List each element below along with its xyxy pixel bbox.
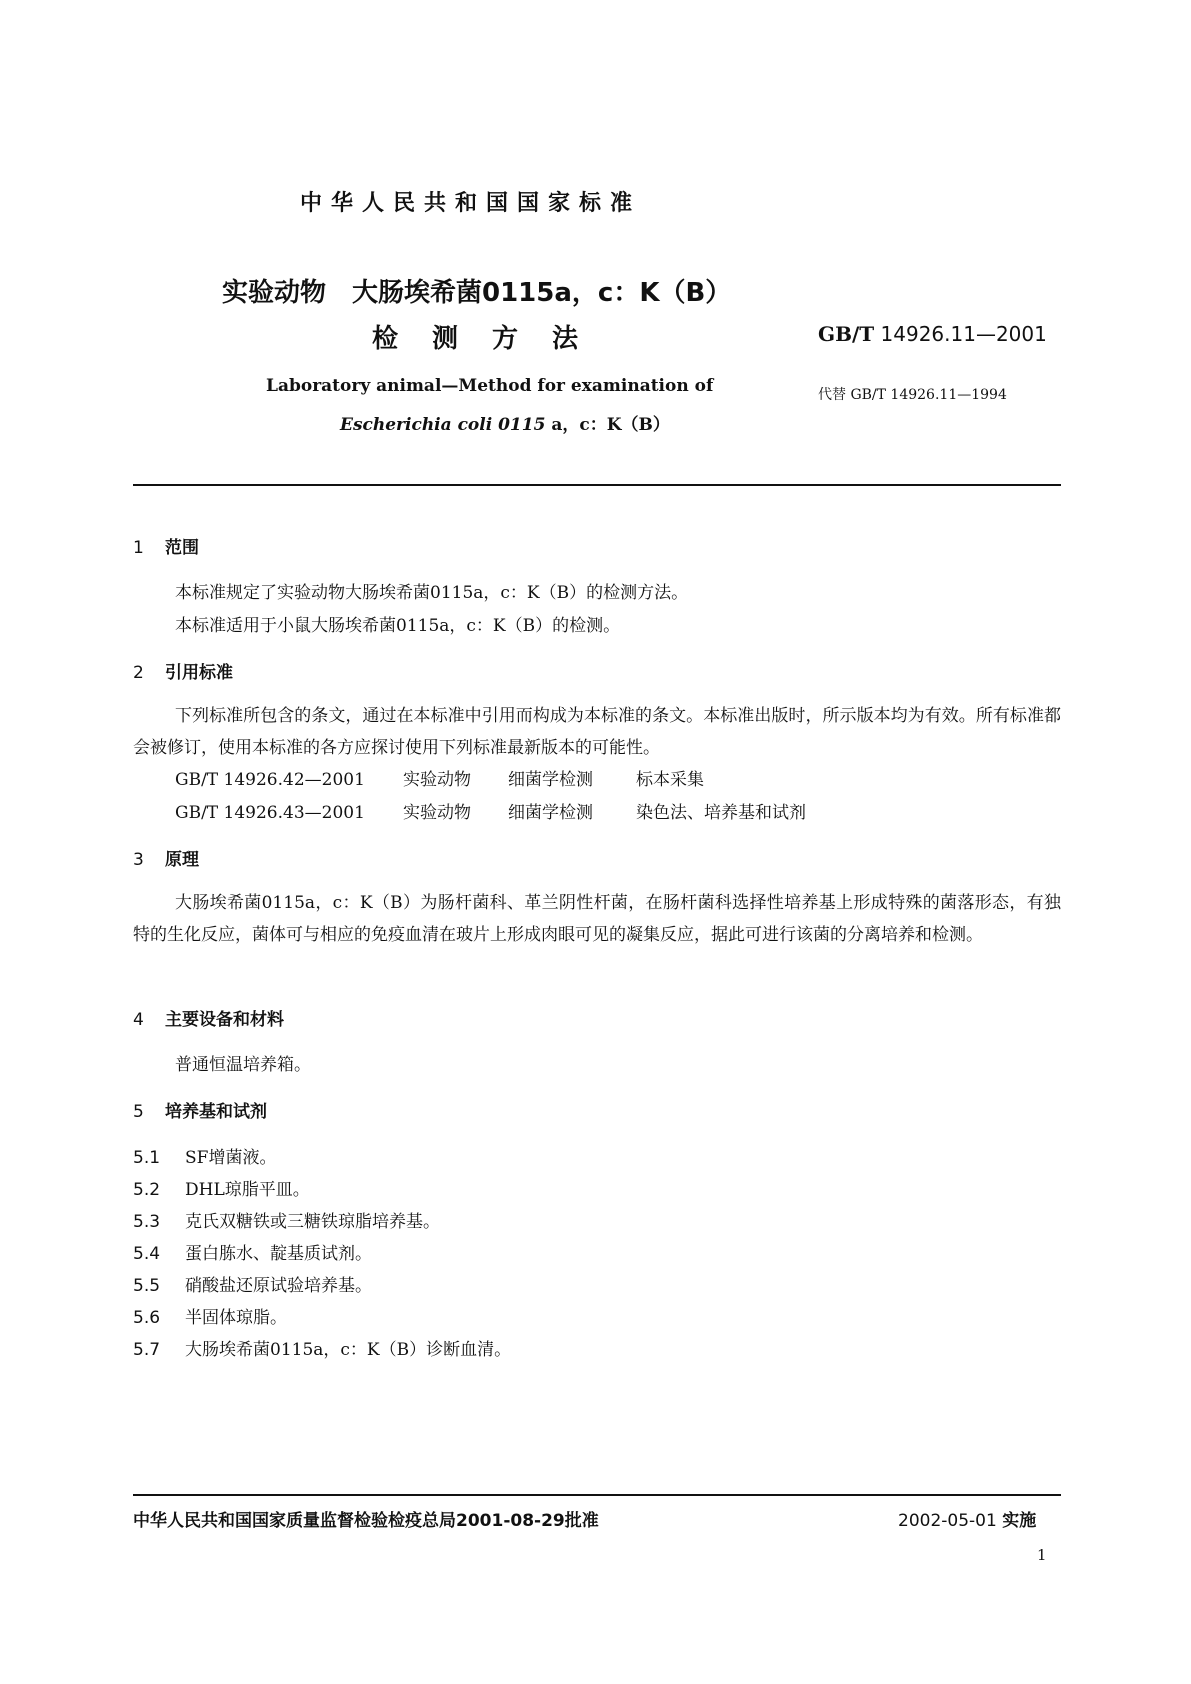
standard-code: 14926.11—2001 <box>880 322 1047 346</box>
reference-part-2: 细菌学检测 <box>508 803 593 823</box>
reference-part-1: 实验动物 <box>403 803 471 823</box>
section-title: 原理 <box>165 850 199 870</box>
section-1-heading <box>133 533 199 558</box>
reference-code: GB/T 14926.43—2001 <box>175 803 365 823</box>
section-1-para-2: 本标准适用于小鼠大肠埃希菌0115a，c：K（B）的检测。 <box>175 616 621 636</box>
section-number: 1 <box>133 538 144 558</box>
section-2-heading <box>133 658 233 683</box>
sub-item-text: SF增菌液。 <box>185 1148 277 1168</box>
effective-date: 2002-05-01 <box>898 1511 997 1531</box>
sub-item-5-3 <box>133 1207 440 1232</box>
reference-part-3: 染色法、培养基和试剂 <box>636 803 806 823</box>
page-number: 1 <box>1037 1546 1047 1564</box>
sub-item-number: 5.7 <box>133 1340 161 1360</box>
approval-line: 中华人民共和国国家质量监督检验检疫总局2001-08-29批准 <box>133 1511 599 1531</box>
standard-title-en-line2 <box>340 410 670 435</box>
sub-item-number: 5.3 <box>133 1212 161 1232</box>
sub-item-text: 大肠埃希菌0115a，c：K（B）诊断血清。 <box>185 1340 512 1360</box>
reference-standard-2 <box>175 798 806 823</box>
sub-item-number: 5.2 <box>133 1180 161 1200</box>
standard-title-cn-line2: 检测方法 <box>372 324 613 354</box>
sub-item-number: 5.5 <box>133 1276 161 1296</box>
section-4-heading <box>133 1005 284 1030</box>
section-number: 5 <box>133 1102 144 1122</box>
sub-item-text: DHL琼脂平皿。 <box>185 1180 310 1200</box>
section-number: 3 <box>133 850 144 870</box>
sub-item-text: 半固体琼脂。 <box>185 1308 287 1328</box>
section-3-para-1: 大肠埃希菌0115a，c：K（B）为肠杆菌科、革兰阴性杆菌，在肠杆菌科选择性培养基上形成特殊的菌落形态，有独特的生化反应，菌体可与相应的免疫血清在玻片上形成肉眼可见的凝集反应，据此可进行该菌的分离培养和检测。 <box>133 893 1061 945</box>
standard-title-cn-line1: 实验动物 大肠埃希菌0115a，c：K（B） <box>222 278 732 308</box>
species-name-italic: Escherichia coli 0115 <box>340 415 546 435</box>
section-number: 4 <box>133 1010 144 1030</box>
sub-item-5-2 <box>133 1175 310 1200</box>
section-2-para-1: 下列标准所包含的条文，通过在本标准中引用而构成为本标准的条文。本标准出版时，所示版本均为有效。所有标准都会被修订，使用本标准的各方应探讨使用下列标准最新版本的可能性。 <box>133 706 1061 758</box>
sub-item-text: 硝酸盐还原试验培养基。 <box>185 1276 372 1296</box>
sub-item-number: 5.4 <box>133 1244 161 1264</box>
national-standard-title: 中华人民共和国国家标准 <box>300 191 642 216</box>
section-1-para-1: 本标准规定了实验动物大肠埃希菌0115a，c：K（B）的检测方法。 <box>175 583 689 603</box>
standard-title-en-line1: Laboratory animal—Method for examination of <box>266 376 714 396</box>
serotype-suffix: a，c：K（B） <box>545 415 670 435</box>
replaces-standard: 代替 GB/T 14926.11—1994 <box>818 387 1007 403</box>
section-4-para-1: 普通恒温培养箱。 <box>175 1055 311 1075</box>
effective-line <box>898 1506 1036 1531</box>
sub-item-text: 蛋白胨水、靛基质试剂。 <box>185 1244 372 1264</box>
reference-code: GB/T 14926.42—2001 <box>175 770 365 790</box>
sub-item-text: 克氏双糖铁或三糖铁琼脂培养基。 <box>185 1212 440 1232</box>
sub-item-5-7 <box>133 1335 511 1360</box>
section-title: 主要设备和材料 <box>165 1010 284 1030</box>
section-5-heading <box>133 1097 267 1122</box>
sub-item-5-1 <box>133 1143 276 1168</box>
section-title: 培养基和试剂 <box>165 1102 267 1122</box>
reference-standard-1 <box>175 765 704 790</box>
section-title: 引用标准 <box>165 663 233 683</box>
section-title: 范围 <box>165 538 199 558</box>
sub-item-number: 5.1 <box>133 1148 161 1168</box>
standard-number <box>818 322 1047 346</box>
sub-item-5-5 <box>133 1271 372 1296</box>
sub-item-number: 5.6 <box>133 1308 161 1328</box>
section-number: 2 <box>133 663 144 683</box>
effective-label: 实施 <box>1002 1511 1037 1531</box>
reference-part-1: 实验动物 <box>403 770 471 790</box>
section-3-heading <box>133 845 199 870</box>
sub-item-5-6 <box>133 1303 287 1328</box>
sub-item-5-4 <box>133 1239 372 1264</box>
reference-part-3: 标本采集 <box>636 770 704 790</box>
header-divider <box>133 484 1061 486</box>
reference-part-2: 细菌学检测 <box>508 770 593 790</box>
standard-prefix: GB/T <box>818 322 875 346</box>
footer-divider <box>133 1494 1061 1496</box>
